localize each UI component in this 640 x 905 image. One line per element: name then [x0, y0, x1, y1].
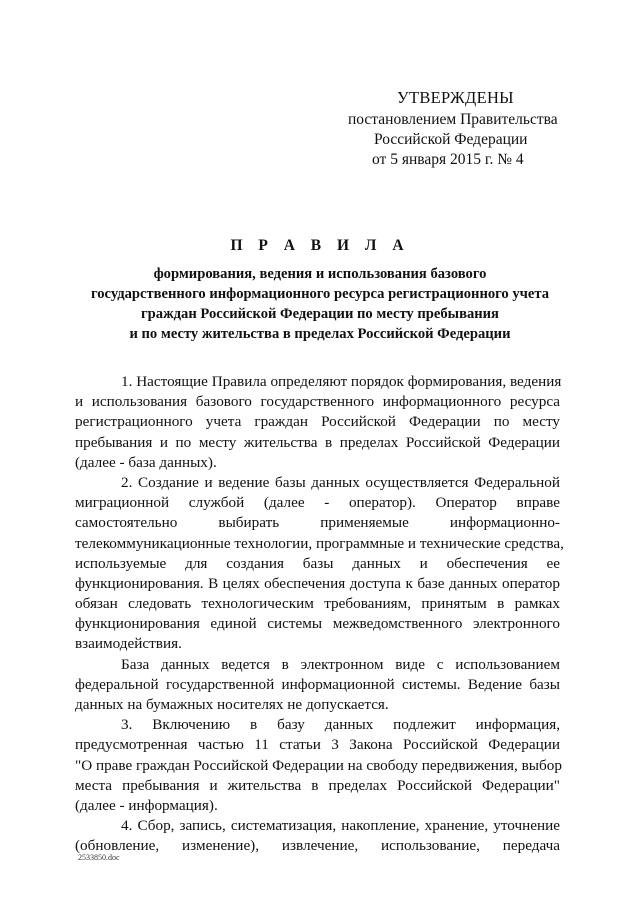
text-line: 4. Сбор, запись, систематизация, накопление, хранение, уточнение	[121, 817, 560, 835]
approval-decree-line: постановлением Правительства	[348, 111, 558, 128]
text-line: предусмотренная частью 11 статьи 3 Закона Российской Федерации	[75, 736, 560, 754]
paragraph-2	[75, 473, 564, 655]
paragraph-4	[75, 715, 560, 816]
paragraph-5	[75, 816, 560, 856]
subtitle-line: и по месту жительства в пределах Российской Федерации	[129, 326, 511, 342]
text-line: (обновление, изменение), извлечение, использование, передача	[75, 837, 560, 855]
footer-doc-id: 2533850.doc	[78, 853, 120, 862]
document-body	[75, 372, 564, 857]
document-subtitle	[60, 264, 580, 344]
text-line: 2. Создание и ведение базы данных осуществляется Федеральной	[121, 473, 560, 491]
text-line: (далее - база данных).	[75, 453, 217, 471]
text-line: самостоятельно выбирать применяемые информационно-	[75, 514, 560, 532]
text-line: регистрационного учета граждан Российской Федерации по месту	[75, 413, 560, 431]
text-line: 1. Настоящие Правила определяют порядок формирования, ведения	[121, 373, 562, 390]
text-line: используемые для создания базы данных и обеспечения ее	[75, 554, 560, 572]
document-title: П Р А В И Л А	[230, 237, 410, 254]
text-line: пребывания и по месту жительства в пределах Российской Федерации	[75, 433, 560, 451]
text-line: (далее - информация).	[75, 796, 218, 814]
approval-title: УТВЕРЖДЕНЫ	[397, 88, 514, 107]
text-line: федеральной государственной информационной системы. Ведение базы	[75, 675, 560, 693]
subtitle-line: формирования, ведения и использования базового	[153, 266, 487, 282]
text-line: База данных ведется в электронном виде с использованием	[121, 655, 560, 673]
paragraph-3	[75, 655, 560, 716]
text-line: функционирования. В целях обеспечения доступа к базе данных оператор	[75, 574, 560, 592]
text-line: телекоммуникационные технологии, программные и технические средства,	[75, 534, 564, 552]
text-line: обязан следовать технологическим требованиям, принятым в рамках	[75, 595, 560, 613]
text-line: функционирования единой системы межведомственного электронного	[75, 615, 560, 633]
text-line: взаимодействия.	[75, 635, 182, 653]
text-line: и использования базового государственного информационного ресурса	[75, 393, 560, 411]
approval-authority-line: Российской Федерации	[374, 131, 528, 148]
text-line: места пребывания и жительства в пределах Российской Федерации"	[75, 776, 560, 794]
subtitle-line: граждан Российской Федерации по месту пребывания	[141, 306, 499, 322]
subtitle-line: государственного информационного ресурса регистрационного учета	[90, 286, 550, 302]
paragraph-1	[75, 372, 560, 473]
approval-date-line: от 5 января 2015 г. № 4	[372, 151, 524, 168]
text-line: "О праве граждан Российской Федерации на свободу передвижения, выбор	[75, 756, 562, 774]
text-line: 3. Включению в базу данных подлежит информация,	[121, 716, 560, 734]
text-line: данных на бумажных носителях не допускается.	[75, 696, 389, 713]
text-line: миграционной службой (далее - оператор). Оператор вправе	[75, 494, 560, 512]
